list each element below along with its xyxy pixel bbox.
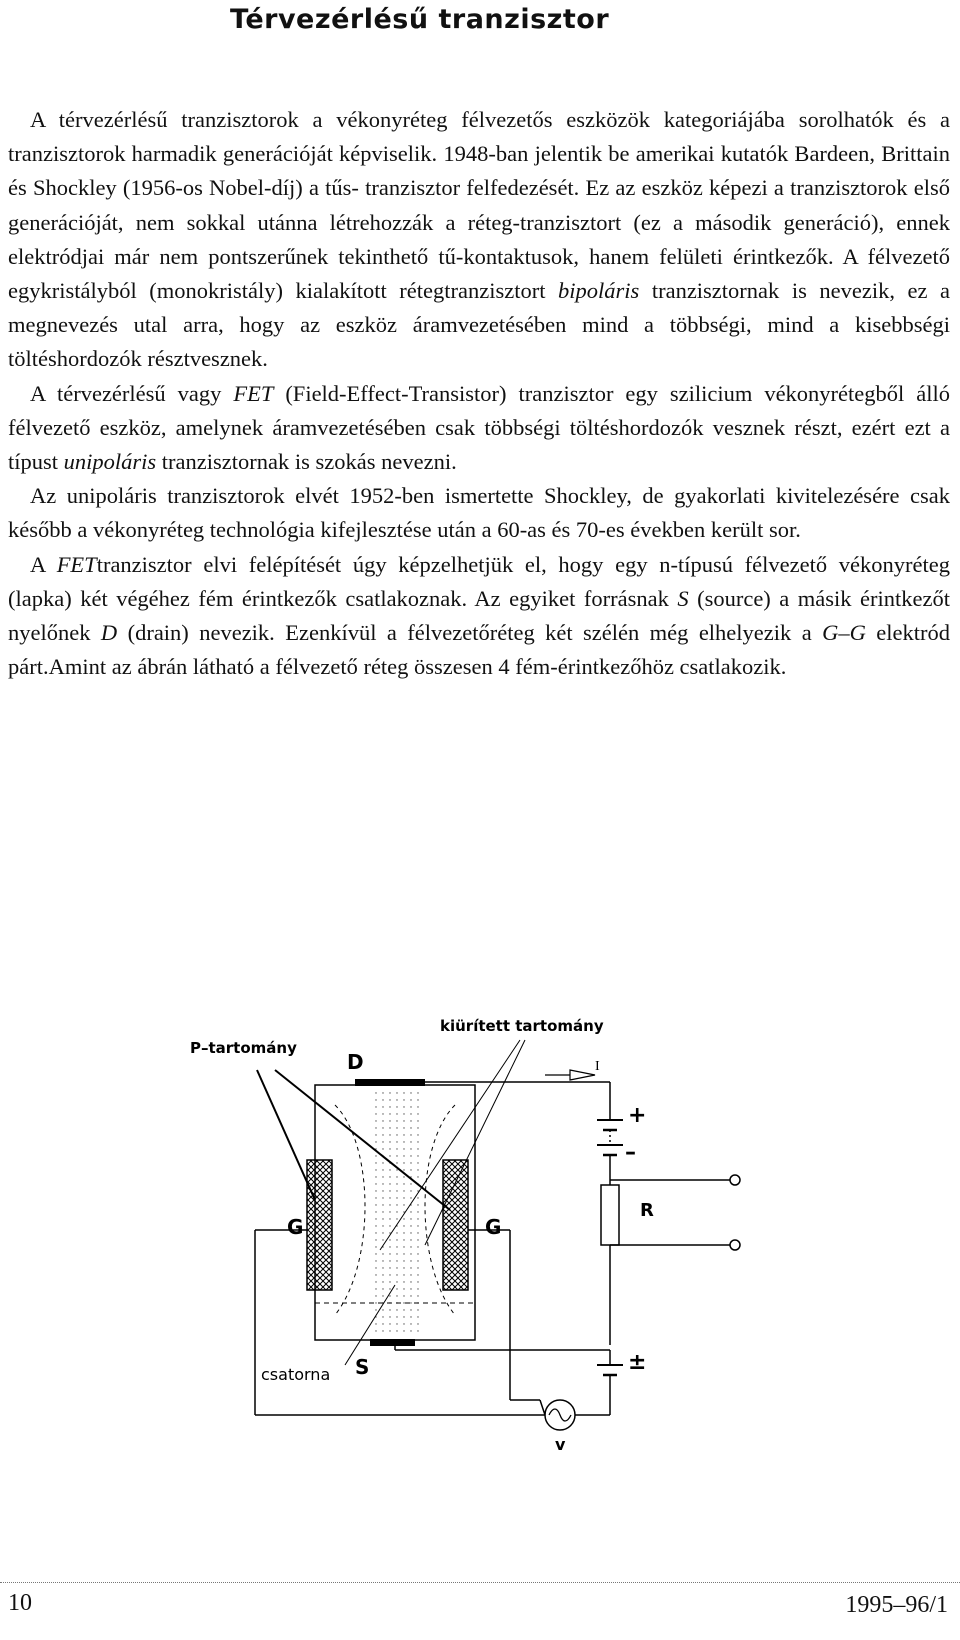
paragraph	[8, 103, 950, 377]
plus-top-label: +	[628, 1103, 647, 1128]
footer-divider	[0, 1582, 960, 1583]
page-title: Térvezérlésű tranzisztor	[230, 4, 610, 35]
channel-label: csatorna	[261, 1365, 331, 1384]
drain-contact	[355, 1079, 425, 1086]
text-run: A térvezérlésű tranzisztorok a vékonyréteg félvezetős eszközök kategoriájába sorolhatók és a tranzisztorok harmadik generációját képviselik. 1948-ban jelentik be amerikai kutatók Bardeen, Brittain és Shockley (1956-os Nobel-díj) a tűs- tranzisztor felfedezését. Ez az eszköz képezi a tranzisztorok első generációját, nem sokkal utánna létrehozzák a réteg-tranzisztort (ez a második generáció), ennek elektródjai már nem pontszerűnek tekinthető tű-kontaktusok, hanem felületi érintkezők. A félvezető egykristályból (monokristály) kialakított rétegtranzisztort	[8, 107, 950, 304]
issue-number: 1995–96/1	[845, 1592, 948, 1618]
italic-term: FET	[56, 551, 97, 577]
fet-diagram	[185, 1017, 785, 1495]
text-run: (drain) nevezik. Ezenkívül a félvezetőréteg két szélén még elhelyezik a	[117, 620, 823, 646]
italic-term: S	[677, 585, 689, 611]
current-label: I	[595, 1059, 600, 1074]
fet-schematic	[185, 1035, 785, 1495]
resistor	[601, 1185, 619, 1245]
gate-left-region	[307, 1160, 332, 1290]
gate-right-region	[443, 1160, 468, 1290]
italic-term: D	[100, 620, 118, 646]
gate-left-label: G	[287, 1215, 304, 1239]
text-run: tranzisztor elvi felépítését úgy képzelhetjük el, hogy egy n-típusú félvezető vékonyréteg (lapka) két végéhez fém érintkezők csatlakoznak. Az egyiket forrásnak	[8, 551, 950, 611]
italic-term: G–G	[822, 620, 866, 646]
source-contact	[370, 1339, 415, 1346]
resistor-label: R	[640, 1200, 654, 1221]
p-region-label: P–tartomány	[190, 1039, 297, 1057]
italic-term: FET	[233, 380, 274, 406]
text-run: A térvezérlésű vagy	[30, 380, 234, 406]
voltage-label: v	[555, 1435, 566, 1454]
plus-minus-bottom-label: ±	[628, 1350, 647, 1375]
text-run: elektród párt.Amint az ábrán látható a félvezető réteg összesen 4 fém-érintkezőhöz csatlakozik.	[8, 620, 951, 680]
paragraph	[8, 548, 950, 685]
text-run: tranzisztornak is szokás nevezni.	[156, 449, 457, 475]
text-run: tranzisztornak is nevezik, ez a megnevezés utal arra, hogy az eszköz áramvezetésében mind a többségi, mind a kisebbségi töltéshordozók résztvesznek.	[8, 278, 950, 372]
channel-region	[370, 1087, 420, 1337]
article-body	[8, 103, 950, 684]
text-run: (source) a másik érintkezőt nyelőnek	[8, 585, 950, 646]
text-run: Az unipoláris tranzisztorok elvét 1952-ben ismertette Shockley, de gyakorlati kivitelezésére csak később a vékonyréteg technológia kifejlesztése után a 60-as és 70-es években került sor.	[8, 483, 950, 543]
italic-term: unipoláris	[63, 449, 157, 475]
page-number: 10	[8, 1590, 32, 1616]
gate-right-label: G	[485, 1215, 502, 1239]
minus-top-label: –	[625, 1140, 636, 1165]
drain-label: D	[347, 1050, 364, 1074]
depletion-region-label: kiürített tartomány	[440, 1017, 604, 1035]
depletion-boundary-left	[335, 1105, 365, 1315]
text-run: (Field-Effect-Transistor) tranzisztor egy szilicium vékonyrétegből álló félvezető eszköz, amelynek áramvezetésében csak többségi töltéshordozók vesznek részt, ezért ezt a típust	[8, 380, 950, 475]
text-run: A	[30, 551, 57, 577]
italic-term: bipoláris	[558, 278, 640, 304]
paragraph	[8, 377, 950, 480]
source-label: S	[355, 1355, 370, 1379]
paragraph	[8, 479, 950, 547]
